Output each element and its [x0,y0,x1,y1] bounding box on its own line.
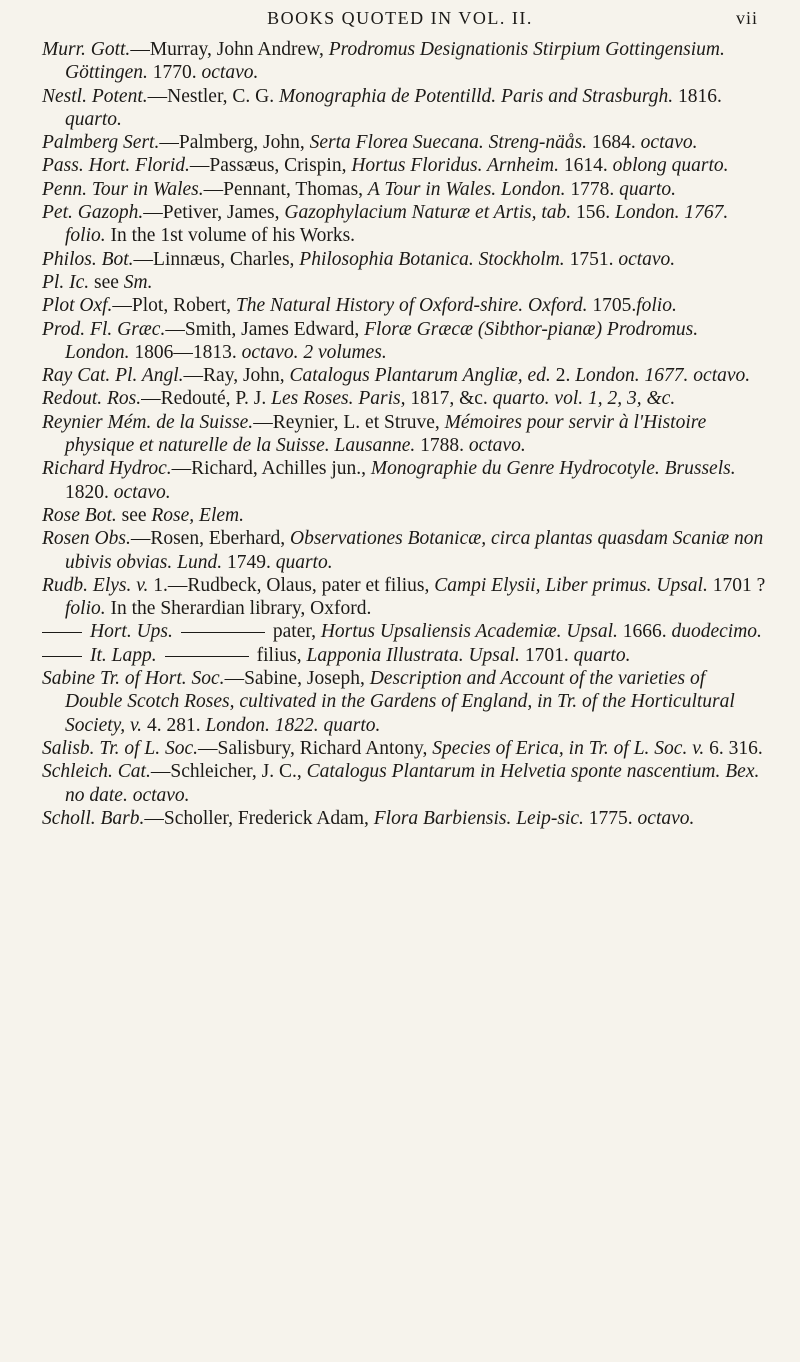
entry-date: 2. [550,365,576,387]
entry-separator: 1.— [148,574,188,596]
entry-author: Schleicher, J. C., [170,761,307,783]
entry-abbreviation: Rosen Obs. [42,528,131,550]
bibliography-entry [42,504,767,527]
entry-title: Campi Elysii, Liber primus. Upsal. [434,574,708,596]
entry-date: 1666. [617,621,672,643]
bibliography-entry [42,411,767,458]
entry-title: Rose, Elem. [151,504,244,526]
entry-format: oblong quarto. [612,155,729,177]
entry-date: 1614. [559,155,613,177]
entry-author: Scholler, Frederick Adam, [163,807,374,829]
entry-format: quarto. [573,644,631,666]
entry-title: Hortus Upsaliensis Academiæ. Upsal. [320,621,618,643]
bibliography-entry [42,318,767,365]
entry-title: Monographie du Genre Hydrocotyle. Brussels. [370,458,736,480]
entry-title: Flora Barbiensis. Leip-sic. [373,807,584,829]
entry-separator: — [253,411,273,433]
entry-format: London. 1767. folio. [65,202,729,247]
entry-author: filius, [256,644,307,666]
entry-format: octavo. [637,807,695,829]
entry-author: Pennant, Thomas, [223,178,368,200]
entry-abbreviation: Murr. Gott. [42,39,131,60]
bibliography-entry [42,737,767,760]
entry-separator: — [150,761,171,783]
entry-format: London. 1677. octavo. [575,365,751,387]
bibliography-entry [42,807,767,830]
entry-separator: — [189,155,210,177]
entry-date: 1751. [564,248,619,270]
entry-separator: — [165,318,185,340]
entry-format: octavo. [201,62,259,84]
entry-date: 1816. [673,85,722,107]
entry-abbreviation: Palmberg Sert. [42,132,160,154]
entry-abbreviation: It. Lapp. [90,644,157,666]
entry-format: quarto. [275,551,333,573]
entry-abbreviation: Rudb. Elys. v. [42,574,149,596]
entry-abbreviation: Reynier Mém. de la Suisse. [42,411,254,433]
entry-separator: — [159,132,179,154]
bibliography-entry [42,201,767,248]
entry-abbreviation: Redout. Ros. [42,388,142,410]
entry-separator: — [144,807,164,829]
bibliography-entry [42,131,767,154]
entry-date: 1701 ? [707,574,766,596]
entry-format: octavo. [113,481,171,503]
entry-format: folio. [65,598,106,620]
entry-title: Observationes Botanicæ, circa plantas quasdam Scaniæ non ubivis obvias. Lund. [65,528,764,573]
entry-title: Species of Erica, in Tr. of L. Soc. v. [432,737,705,759]
entry-author: Linnæus, Charles, [153,248,300,270]
entry-title: A Tour in Wales. London. [367,178,566,200]
entry-author: Passæus, Crispin, [209,155,352,177]
entry-separator: — [171,458,192,480]
entry-author: Salisbury, Richard Antony, [217,737,433,759]
bibliography-entry [42,574,767,621]
entry-abbreviation: Pass. Hort. Florid. [42,155,190,177]
entry-author: pater, [272,621,321,643]
entry-title: Philosophia Botanica. Stockholm. [299,248,565,270]
entry-title: Prodromus Designationis Stirpium Gottingensium. Göttingen. [65,39,725,84]
ditto-rule [42,632,82,633]
entry-format: quarto. vol. 1, 2, 3, &c. [492,388,676,410]
entry-format: London. 1822. quarto. [205,714,381,736]
entry-date: 1778. [565,178,620,200]
entry-format: octavo. [618,248,676,270]
entry-author: Smith, James Edward, [184,318,365,340]
bibliography-entry [42,154,767,177]
entry-abbreviation: Prod. Fl. Græc. [42,318,166,340]
entry-title: Lapponia Illustrata. Upsal. [306,644,520,666]
entry-format: duodecimo. [671,621,762,643]
entry-title: Hortus Floridus. Arnheim. [351,155,559,177]
page-header [0,8,800,38]
entry-author: Rudbeck, Olaus, pater et filius, [187,574,435,596]
entry-abbreviation: Rose Bot. [42,504,117,526]
bibliography-entry [42,527,767,574]
entry-date: 1775. [583,807,638,829]
entry-abbreviation: Sabine Tr. of Hort. Soc. [42,668,225,690]
entry-format: folio. [636,295,677,317]
bibliography-entry [42,387,767,410]
entry-author: Nestler, C. G. [167,85,279,107]
entry-author: Sabine, Joseph, [244,668,370,690]
bibliography-entry [42,294,767,317]
entry-separator: — [198,737,218,759]
entry-format: octavo. 2 volumes. [241,341,387,363]
entry-author: Ray, John, [203,365,290,387]
entry-date: 1705. [587,295,637,317]
entry-author: Plot, Robert, [131,295,236,317]
entry-separator: — [112,295,132,317]
entry-separator: — [143,202,163,224]
entry-author: Redouté, P. J. [160,388,272,410]
ditto-rule [42,656,82,657]
entry-format: quarto. [619,178,677,200]
bibliography-entry [42,85,767,132]
entry-author: Murray, John Andrew, [149,39,329,60]
entry-author: Palmberg, John, [178,132,310,154]
entry-abbreviation: Hort. Ups. [90,621,173,643]
entry-format: octavo. [468,435,526,457]
entry-date: 1770. [147,62,202,84]
entry-title: Description and Account of the varieties of Double Scotch Roses, cultivated in the Gardens of England, in Tr. of the Horticultural Society, v. [65,668,735,736]
entry-title: Serta Florea Suecana. Streng-näås. [309,132,588,154]
entry-title: Gazophylacium Naturæ et Artis, tab. [284,202,572,224]
bibliography-entry [42,457,767,504]
entry-separator: — [224,668,245,690]
entry-separator: — [203,178,224,200]
entry-author: Rosen, Eberhard, [150,528,291,550]
entry-title: Monographia de Potentilld. Paris and Strasburgh. [279,85,674,107]
entry-author: Reynier, L. et Struve, [272,411,445,433]
entry-abbreviation: Philos. Bot. [42,248,134,270]
bibliography-list [42,38,767,830]
entry-date: 6. 316. [704,737,763,759]
entry-title: Catalogus Plantarum Angliæ, ed. [289,365,551,387]
entry-abbreviation: Schleich. Cat. [42,761,151,783]
ditto-rule [165,656,249,657]
bibliography-entry [42,248,767,271]
entry-abbreviation: Salisb. Tr. of L. Soc. [42,737,199,759]
entry-title: Les Roses. Paris, [271,388,406,410]
entry-author: see [121,504,152,526]
entry-format: quarto. [65,108,122,130]
running-title: BOOKS QUOTED IN VOL. II. [267,8,533,28]
entry-abbreviation: Plot Oxf. [42,295,113,317]
entry-date: 1701. [519,644,574,666]
entry-separator: — [147,85,168,107]
entry-author: see [93,271,124,293]
bibliography-entry [42,38,767,85]
bibliography-entry [42,644,767,667]
entry-title: Mémoires pour servir à l'Histoire physique et naturelle de la Suisse. Lausanne. [65,411,707,457]
entry-date: 1684. [587,132,641,154]
entry-title: Catalogus Plantarum in Helvetia sponte nascentium. Bex. no date. [65,761,760,806]
page-number: vii [735,8,758,28]
entry-date: 4. 281. [142,714,206,736]
entry-abbreviation: Penn. Tour in Wales. [42,178,204,200]
entry-title: Floræ Græcæ (Sibthor-pianæ) Prodromus. London. [65,318,699,363]
bibliography-entry [42,667,767,737]
entry-date: 1817, &c. [405,388,493,410]
bibliography-entry [42,620,767,643]
entry-format: octavo. [640,132,698,154]
entry-title: Sm. [123,271,153,293]
entry-author: Petiver, James, [162,202,285,224]
bibliography-entry [42,178,767,201]
entry-date: 1749. [222,551,276,573]
entry-abbreviation: Nestl. Potent. [42,85,148,107]
ditto-rule [181,632,265,633]
entry-title: The Natural History of Oxford-shire. Oxford. [235,295,588,317]
entry-separator: — [183,365,204,387]
bibliography-entry [42,364,767,387]
entry-abbreviation: Ray Cat. Pl. Angl. [42,365,184,387]
entry-author: Richard, Achilles jun., [191,458,371,480]
bibliography-entry [42,760,767,807]
entry-date: 1806—1813. [129,341,242,363]
entry-abbreviation: Pl. Ic. [42,271,90,293]
entry-separator: — [133,248,154,270]
entry-separator: — [130,528,151,550]
entry-date: 1820. [65,481,114,503]
entry-note: In the 1st volume of his Works. [105,225,356,247]
bibliography-entry [42,271,767,294]
entry-separator: — [130,39,150,60]
entry-abbreviation: Richard Hydroc. [42,458,172,480]
entry-format: octavo. [132,784,190,806]
entry-abbreviation: Pet. Gazoph. [42,202,144,224]
entry-date: 156. [571,202,615,224]
entry-note: In the Sherardian library, Oxford. [105,598,372,620]
entry-abbreviation: Scholl. Barb. [42,807,145,829]
entry-date: 1788. [415,435,469,457]
entry-separator: — [141,388,161,410]
